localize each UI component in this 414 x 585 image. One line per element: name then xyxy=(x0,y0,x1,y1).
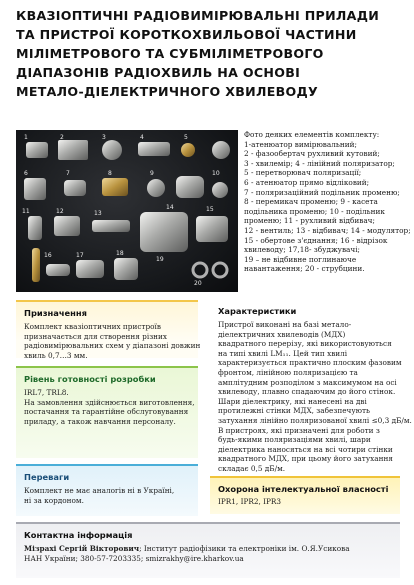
title-line: МІЛІМЕТРОВОГО ТА СУБМІЛІМЕТРОВОГО xyxy=(16,46,324,61)
component-shape xyxy=(28,216,42,240)
component-shape xyxy=(176,176,204,198)
component-shape xyxy=(181,143,195,157)
component-shape xyxy=(26,142,48,158)
characteristics-line: Шари діелектрику, які нанесені на дві xyxy=(218,396,367,406)
component-shape xyxy=(76,260,104,278)
contact-affiliation: ; Інститут радіофізики та електроніки ім. О.Я.Усикова xyxy=(139,544,350,553)
component-number: 1 xyxy=(24,134,28,141)
characteristics-line: квадратного МДХ, при цьому його затухання xyxy=(218,454,393,464)
components-photo xyxy=(16,130,238,292)
component-shape xyxy=(212,141,230,159)
advantages-heading: Переваги xyxy=(24,472,70,482)
readiness-heading: Рівень готовності розробки xyxy=(24,374,156,384)
component-shape xyxy=(114,258,138,280)
title-line: КВАЗІОПТИЧНІ РАДІОВИМІРЮВАЛЬНІ ПРИЛАДИ xyxy=(16,8,380,23)
component-number: 12 xyxy=(56,208,64,215)
readiness-line: постачання та гарантійне обслуговування xyxy=(24,407,189,417)
title-line: МЕТАЛО-ДІЕЛЕКТРИЧНОГО ХВИЛЕВОДУ xyxy=(16,84,319,99)
component-shape xyxy=(147,179,165,197)
component-shape xyxy=(138,142,170,156)
title-line: ТА ПРИСТРОЇ КОРОТКОХВИЛЬОВОЇ ЧАСТИНИ xyxy=(16,27,357,42)
characteristics-line: квадратного перерізу, які використовуються xyxy=(218,339,392,349)
component-number: 16 xyxy=(44,252,52,259)
component-shape xyxy=(24,178,46,200)
characteristics-line: діелектричних хвилеводів (МДХ) xyxy=(218,329,346,339)
purpose-line: призначається для створення різних xyxy=(24,331,168,341)
ip-heading: Охорона інтелектуальної власності xyxy=(218,484,389,494)
advantages-panel xyxy=(16,464,198,516)
component-shape xyxy=(92,220,130,232)
caption-line: 15 - обертове з'єднання; 16 - відрізок xyxy=(244,235,388,245)
characteristics-line: на типі хвилі LM₁₁. Цей тип хвилі xyxy=(218,348,348,358)
caption-line: 1-атенюатор вимірювальний; xyxy=(244,139,357,149)
contact-line: НАН України; 380-57-7203335; smizrakhy@ire.kharkov.ua xyxy=(24,553,244,563)
component-number: 5 xyxy=(184,134,188,141)
component-number: 17 xyxy=(76,252,84,259)
page-title xyxy=(16,6,400,101)
component-shape xyxy=(196,216,228,242)
purpose-text xyxy=(24,322,201,360)
readiness-line: приладу, а також навчання персоналу. xyxy=(24,416,176,426)
purpose-heading: Призначення xyxy=(24,308,87,318)
advantages-line: Комплект не має аналогів ні в Україні, xyxy=(24,486,175,495)
component-number: 13 xyxy=(94,210,102,217)
advantages-line: ні за кордоном. xyxy=(24,495,84,505)
contact-line xyxy=(24,544,392,554)
characteristics-line: складає 0,5 дБ/м. xyxy=(218,463,286,473)
component-shape xyxy=(46,264,70,276)
caption-line: навантаження; 20 - струбцини. xyxy=(244,264,365,274)
characteristics-panel xyxy=(210,300,412,473)
caption-line: 2 - фазообертач рухливий кутовий; xyxy=(244,149,380,159)
characteristics-line: амплітудним розподілом з максимумом на осі xyxy=(218,377,397,387)
component-shape xyxy=(212,182,228,198)
characteristics-line: хвилеводу, плавно спадаючим до його стінок. xyxy=(218,387,396,397)
purpose-panel xyxy=(16,300,201,360)
components-illustration xyxy=(16,130,238,292)
component-number: 10 xyxy=(212,170,220,177)
caption-line: 8 - перемикач променю; 9 - касета xyxy=(244,197,378,207)
contact-text xyxy=(24,544,392,563)
component-shape xyxy=(58,140,88,160)
photo-caption xyxy=(244,130,411,274)
component-number: 4 xyxy=(140,134,144,141)
component-number: 18 xyxy=(116,250,124,257)
purpose-line: Комплект квазіоптичних пристроїв xyxy=(24,322,161,331)
component-shape xyxy=(64,180,86,196)
ip-panel xyxy=(210,476,400,514)
purpose-line: радіовимірювальних схем у діапазоні довжин xyxy=(24,341,201,351)
component-shape xyxy=(102,178,128,196)
component-number: 2 xyxy=(60,134,64,141)
title-line: ДІАПАЗОНІВ РАДІОХВИЛЬ НА ОСНОВІ xyxy=(16,65,301,80)
characteristics-line: діелектрика наносяться на всі чотири стінки xyxy=(218,444,393,454)
component-shape xyxy=(32,248,40,282)
characteristics-line: протилежні стінки МДХ, забезпечують xyxy=(218,406,370,416)
caption-line: хвилеводу; 17,18- збуджувачі; xyxy=(244,245,361,255)
characteristics-line: фронтом, лінійною поляризацією та xyxy=(218,367,358,377)
characteristics-line: затухання лінійно поляризованої хвилі ≤0,3 дБ/м. xyxy=(218,415,412,425)
component-number: 15 xyxy=(206,206,214,213)
component-shape xyxy=(213,263,227,277)
readiness-text xyxy=(24,388,195,426)
caption-line: 19 – не відбивне поглинаюче xyxy=(244,254,357,264)
readiness-line: На замовлення здійснюється виготовлення, xyxy=(24,397,195,407)
contact-panel xyxy=(16,522,400,578)
component-number: 6 xyxy=(24,170,28,177)
readiness-line: IRL7, TRL8. xyxy=(24,388,69,397)
contact-heading: Контактна інформація xyxy=(24,530,133,540)
caption-line: Фото деяких елементів комплекту: xyxy=(244,130,380,139)
component-shape xyxy=(54,216,80,236)
caption-line: променю; 11 - рухливий відбивач; xyxy=(244,216,375,226)
contact-name: Мізрахі Сергій Вікторович xyxy=(24,544,140,553)
caption-line: 7 - поляризаційний подільник променю; xyxy=(244,187,400,197)
component-number: 19 xyxy=(156,256,164,263)
caption-line: 6 - атенюатор прямо відліковий; xyxy=(244,177,370,187)
component-number: 8 xyxy=(108,170,112,177)
component-number: 11 xyxy=(22,208,30,215)
caption-line: 3 - хвилемір; 4 - лінійний поляризатор; xyxy=(244,158,395,168)
component-number: 9 xyxy=(150,170,154,177)
caption-line: 12 - вентиль; 13 - відбивач; 14 - модулятор; xyxy=(244,225,411,235)
purpose-line: хвиль 0,7…3 мм. xyxy=(24,350,88,360)
component-number: 7 xyxy=(66,170,70,177)
characteristics-line: характеризується практично плоским фазовим xyxy=(218,358,402,368)
caption-line: 5 - перетворювач поляризації; xyxy=(244,168,362,178)
component-shape xyxy=(102,140,122,160)
characteristics-line: В пристроях, які призначені для роботи з xyxy=(218,425,380,435)
ip-text: IPR1, IPR2, IPR3 xyxy=(218,497,282,506)
component-number: 20 xyxy=(194,280,202,287)
caption-line: подільника променю; 10 - подільник xyxy=(244,206,385,216)
component-number: 3 xyxy=(102,134,106,141)
component-number: 14 xyxy=(166,204,174,211)
component-shape xyxy=(140,212,188,252)
characteristics-heading: Характеристики xyxy=(218,306,297,316)
readiness-panel xyxy=(16,366,198,458)
characteristics-line: будь-якими поляризаціями хвилі, шари xyxy=(218,435,371,445)
advantages-text xyxy=(24,486,190,505)
characteristics-text xyxy=(218,320,412,474)
characteristics-line: Пристрої виконані на базі метало- xyxy=(218,320,352,329)
component-shape xyxy=(193,263,207,277)
